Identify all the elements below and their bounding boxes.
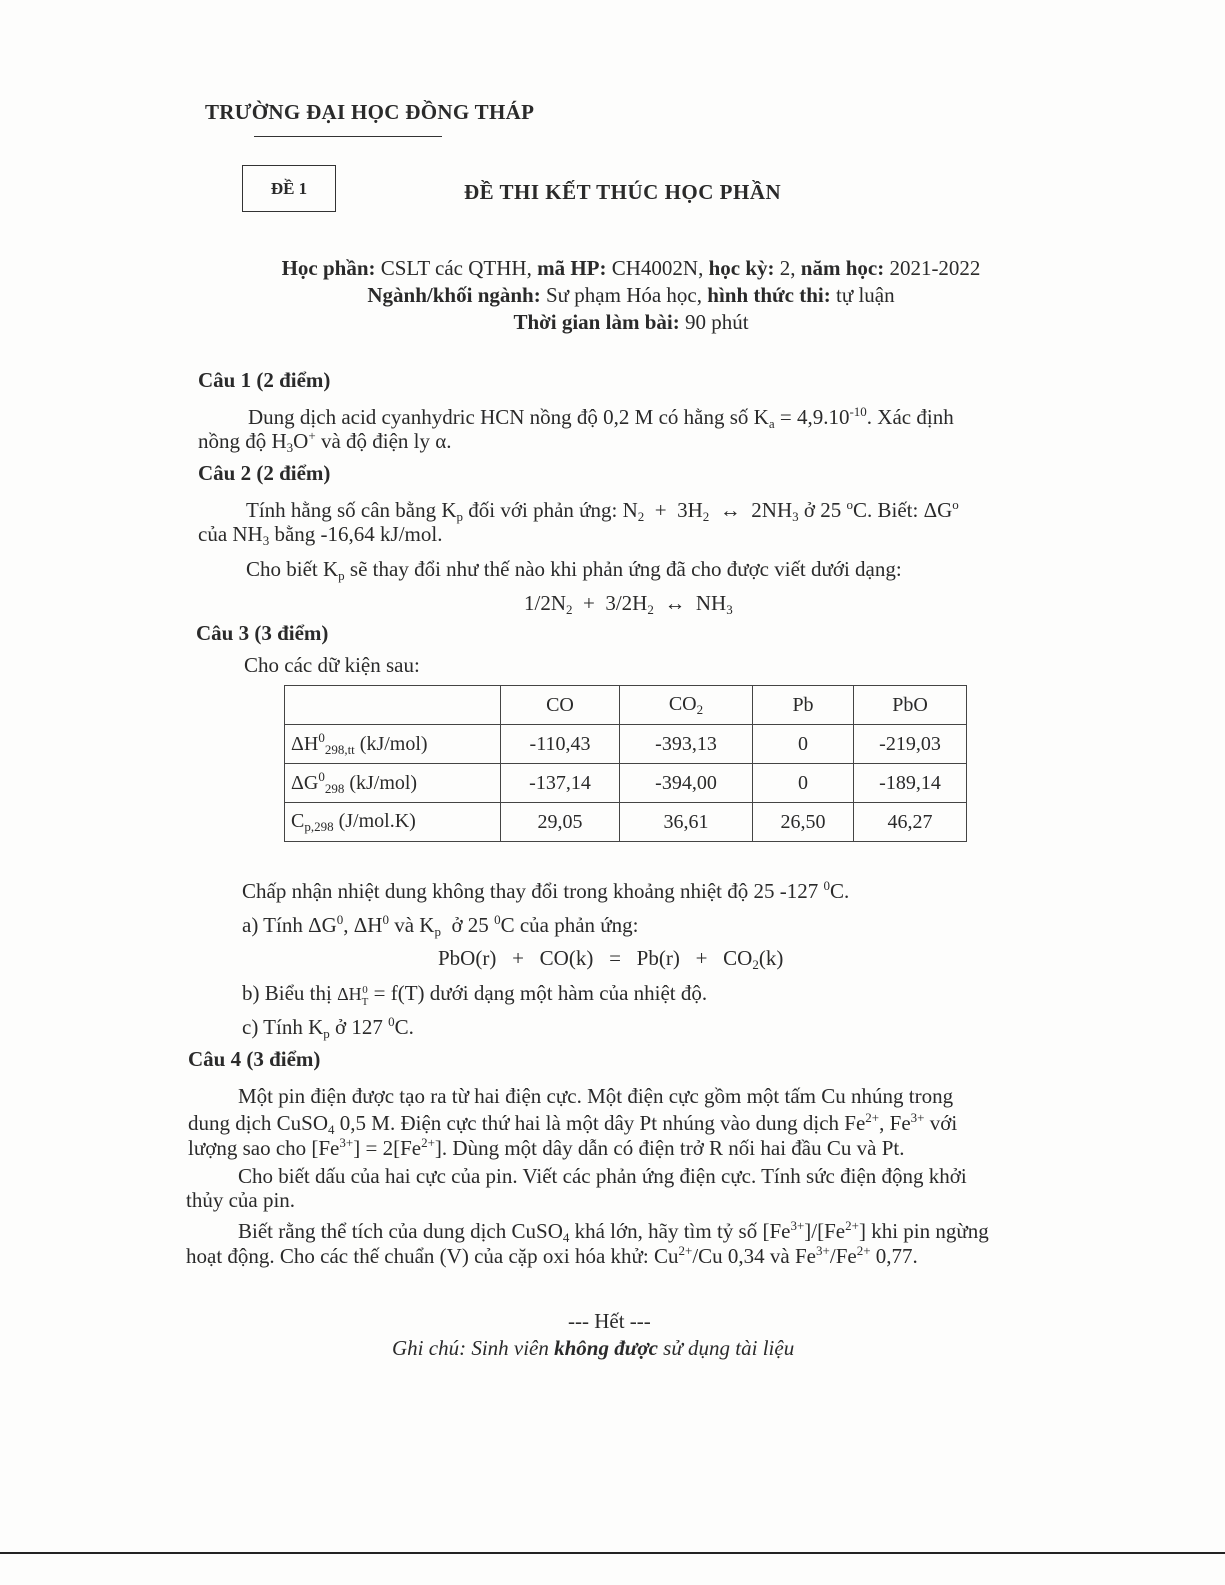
table-cell: -110,43 — [501, 725, 620, 764]
course-value: CSLT các QTHH, — [380, 256, 532, 280]
table-row — [285, 764, 967, 803]
code-value: CH4002N, — [611, 256, 704, 280]
q2-heading: Câu 2 (2 điểm) — [198, 461, 331, 485]
table-cell: 26,50 — [753, 803, 854, 842]
footer-note: Ghi chú: Sinh viên không được sử dụng tài liệu — [392, 1336, 795, 1360]
table-header-row — [285, 686, 967, 725]
q2-equation: $1/2N_2 + 3/2H_2$ ↔ $NH_3$ — [524, 591, 733, 617]
q4-p1-line2: dung dịch CuSO$_4$ 0,5 M. Điện cực thứ hai là một dây Pt nhúng vào dung dịch $Fe^{2+}$, $Fe^{3+}$ với — [188, 1110, 958, 1137]
table-cell: -189,14 — [854, 764, 967, 803]
q4-heading: Câu 4 (3 điểm) — [188, 1047, 321, 1071]
q3-part-c: c) Tính $K_p$ ở 127 $^0$C. — [242, 1014, 414, 1041]
q4-p1-line1: Một pin điện được tạo ra từ hai điện cực. Một điện cực gồm một tấm Cu nhúng trong — [238, 1084, 954, 1108]
semester-label: học kỳ: — [708, 256, 775, 280]
row-label-dG: $\Delta G^0_{298}$ (kJ/mol) — [285, 764, 501, 803]
year-value: 2021-2022 — [889, 256, 981, 280]
table-cell: -394,00 — [620, 764, 753, 803]
table-cell: 0 — [753, 725, 854, 764]
year-label: năm học: — [800, 256, 885, 280]
exam-title: ĐỀ THI KẾT THÚC HỌC PHẦN — [464, 180, 782, 204]
thermo-data-table — [284, 685, 967, 842]
form-value: tự luận — [835, 283, 895, 307]
q2-line3: Cho biết $K_p$ sẽ thay đổi như thế nào khi phản ứng đã cho được viết dưới dạng: — [246, 557, 902, 583]
table-row — [285, 725, 967, 764]
q4-p1-line3: lượng sao cho $[Fe^{3+}] = 2[Fe^{2+}]$. Dùng một dây dẫn có điện trở R nối hai đầu Cu và Pt. — [188, 1135, 905, 1160]
table-cell: 46,27 — [854, 803, 967, 842]
q3-part-b: b) Biểu thị ΔH 0 T = f(T) dưới dạng một hàm của nhiệt độ. — [242, 981, 708, 1008]
q1-heading: Câu 1 (2 điểm) — [198, 368, 331, 392]
exam-code: ĐỀ 1 — [270, 178, 308, 198]
q4-p3-line1: Biết rằng thể tích của dung dịch CuSO$_4$ khá lớn, hãy tìm tỷ số $[Fe^{3+}]/[Fe^{2+}]$ khi pin ngừng — [238, 1218, 989, 1245]
table-cell: 0 — [753, 764, 854, 803]
exam-code-box — [242, 165, 336, 212]
end-marker: --- Hết --- — [568, 1309, 651, 1333]
q2-line1: Tính hằng số cân bằng $K_p$ đối với phản ứng: $N_2 + 3H_2$ ↔ $2NH_3$ ở 25 $^o$C. Biết: $\Delta G^o$ — [246, 497, 959, 524]
time-line — [0, 310, 1225, 335]
time-label: Thời gian làm bài: — [513, 310, 680, 334]
q4-p2-line1: Cho biết dấu của hai cực của pin. Viết các phản ứng điện cực. Tính sức điện động khởi — [238, 1164, 967, 1188]
table-cell: -393,13 — [620, 725, 753, 764]
school-underline — [254, 136, 442, 137]
form-label: hình thức thi: — [707, 283, 831, 307]
q4-p2-line2: thủy của pin. — [186, 1188, 296, 1212]
table-col-pbo: PbO — [854, 686, 967, 725]
q1-line1: Dung dịch acid cyanhydric HCN nồng độ 0,2 M có hằng số $K_a = 4,9.10^{-10}$. Xác định — [248, 404, 954, 431]
major-label: Ngành/khối ngành: — [367, 283, 541, 307]
q3-assumption: Chấp nhận nhiệt dung không thay đổi trong khoảng nhiệt độ 25 -127 $^0$C. — [242, 878, 850, 903]
school-name: TRƯỜNG ĐẠI HỌC ĐỒNG THÁP — [205, 100, 535, 124]
table-cell: -137,14 — [501, 764, 620, 803]
table-col-pb: Pb — [753, 686, 854, 725]
q2-line2: của $NH_3$ bằng -16,64 kJ/mol. — [198, 522, 443, 548]
course-label: Học phần: — [281, 256, 376, 280]
major-value: Sư phạm Hóa học, — [545, 283, 703, 307]
q1-line2: nồng độ $H_3O^+$ và độ điện ly α. — [198, 428, 452, 455]
table-col-co2: $CO_2$ — [620, 686, 753, 725]
table-corner — [285, 686, 501, 725]
row-label-dH: $\Delta H^0_{298,tt}$ (kJ/mol) — [285, 725, 501, 764]
q3-part-a: a) Tính $\Delta G^0$, $\Delta H^0$ và $K_p$ ở 25 $^0$C của phản ứng: — [242, 912, 639, 939]
q3-intro: Cho các dữ kiện sau: — [244, 653, 420, 677]
q4-p3-line2: hoạt động. Cho các thế chuẩn (V) của cặp oxi hóa khử: $Cu^{2+}/Cu$ 0,34 và $Fe^{3+}/Fe^{2+}$ 0,77. — [186, 1243, 918, 1268]
major-line — [0, 283, 1225, 308]
scan-bottom-edge — [0, 1552, 1225, 1554]
table-cell: 36,61 — [620, 803, 753, 842]
q3-equation: $PbO(r) + CO(k) = Pb(r) + CO_2(k)$ — [438, 946, 784, 972]
semester-value: 2, — [779, 256, 796, 280]
table-col-co: CO — [501, 686, 620, 725]
q3-heading: Câu 3 (3 điểm) — [196, 621, 329, 645]
row-label-cp: $C_{p,298}$ (J/mol.K) — [285, 803, 501, 842]
dH-T-symbol: ΔH 0 T — [337, 983, 369, 1008]
table-row — [285, 803, 967, 842]
course-info-line — [0, 256, 1225, 281]
table-cell: -219,03 — [854, 725, 967, 764]
table-cell: 29,05 — [501, 803, 620, 842]
code-label: mã HP: — [537, 256, 607, 280]
time-value: 90 phút — [684, 310, 749, 334]
